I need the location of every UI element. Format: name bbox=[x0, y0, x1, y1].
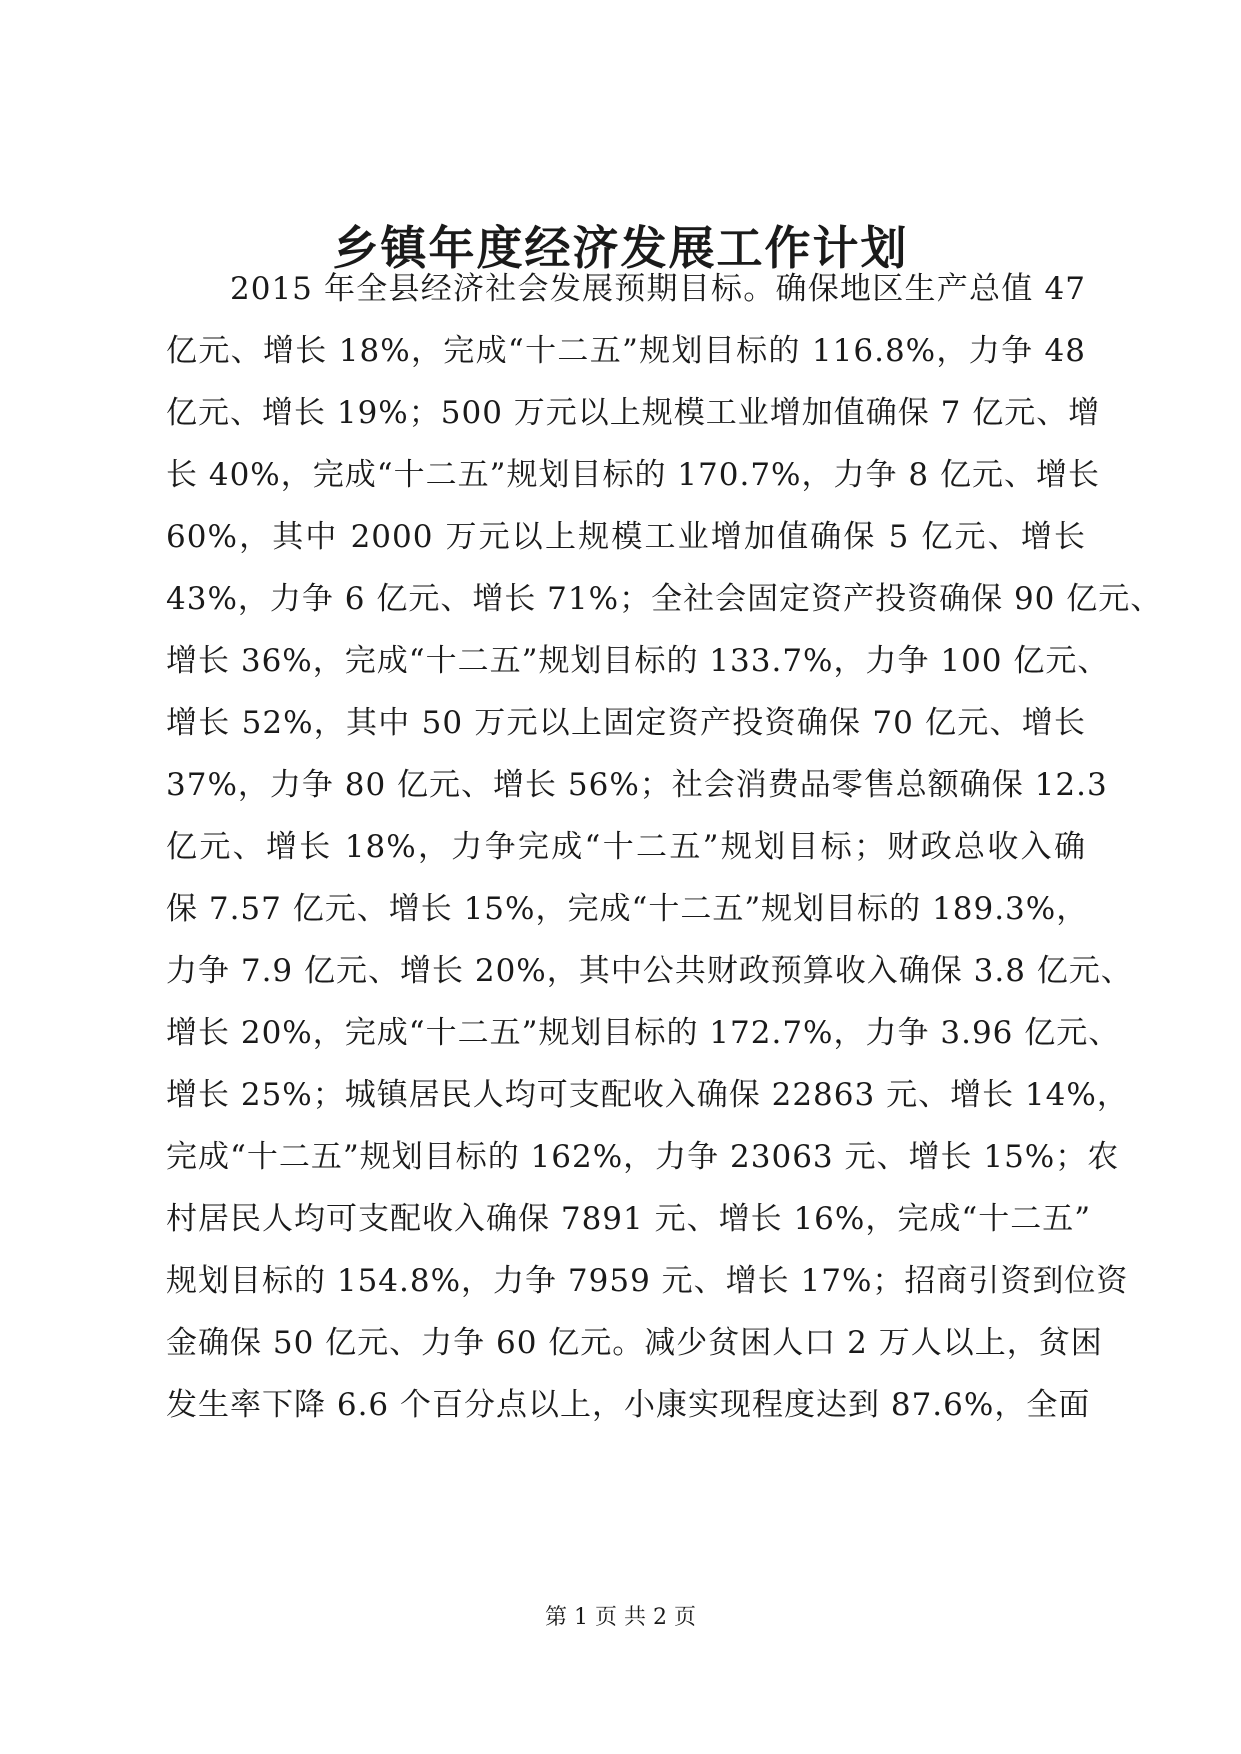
body-line: 金确保 50 亿元、力争 60 亿元。减少贫困人口 2 万人以上，贫困 bbox=[166, 1325, 1103, 1361]
body-line: 保 7.57 亿元、增长 15%，完成“十二五”规划目标的 189.3%， bbox=[166, 891, 1089, 927]
body-line: 43%，力争 6 亿元、增长 71%；全社会固定资产投资确保 90 亿元、 bbox=[166, 581, 1163, 617]
body-line: 力争 7.9 亿元、增长 20%，其中公共财政预算收入确保 3.8 亿元、 bbox=[166, 953, 1133, 989]
body-line: 亿元、增长 18%，力争完成“十二五”规划目标；财政总收入确 bbox=[166, 829, 1086, 865]
body-line: 亿元、增长 19%；500 万元以上规模工业增加值确保 7 亿元、增 bbox=[166, 395, 1101, 431]
body-line: 发生率下降 6.6 个百分点以上，小康实现程度达到 87.6%，全面 bbox=[166, 1387, 1091, 1423]
body-line: 增长 36%，完成“十二五”规划目标的 133.7%，力争 100 亿元、 bbox=[166, 643, 1110, 679]
body-line: 60%，其中 2000 万元以上规模工业增加值确保 5 亿元、增长 bbox=[166, 519, 1086, 555]
body-line: 增长 20%，完成“十二五”规划目标的 172.7%，力争 3.96 亿元、 bbox=[166, 1015, 1121, 1051]
body-line: 长 40%，完成“十二五”规划目标的 170.7%，力争 8 亿元、增长 bbox=[166, 457, 1100, 493]
body-line: 2015 年全县经济社会发展预期目标。确保地区生产总值 47 bbox=[230, 271, 1086, 307]
body-line: 亿元、增长 18%，完成“十二五”规划目标的 116.8%，力争 48 bbox=[166, 333, 1086, 369]
body-line: 37%，力争 80 亿元、增长 56%；社会消费品零售总额确保 12.3 bbox=[166, 767, 1108, 803]
body-line: 村居民人均可支配收入确保 7891 元、增长 16%，完成“十二五” bbox=[166, 1201, 1092, 1237]
body-line: 增长 25%；城镇居民人均可支配收入确保 22863 元、增长 14%， bbox=[166, 1077, 1129, 1113]
body-line: 完成“十二五”规划目标的 162%，力争 23063 元、增长 15%；农 bbox=[166, 1139, 1120, 1175]
body-line: 规划目标的 154.8%，力争 7959 元、增长 17%；招商引资到位资 bbox=[166, 1263, 1129, 1299]
page-footer: 第 1 页 共 2 页 bbox=[545, 1605, 696, 1630]
document-title: 乡镇年度经济发展工作计划 bbox=[332, 221, 909, 275]
body-line: 增长 52%，其中 50 万元以上固定资产投资确保 70 亿元、增长 bbox=[166, 705, 1086, 741]
body-paragraph bbox=[166, 258, 1163, 1436]
